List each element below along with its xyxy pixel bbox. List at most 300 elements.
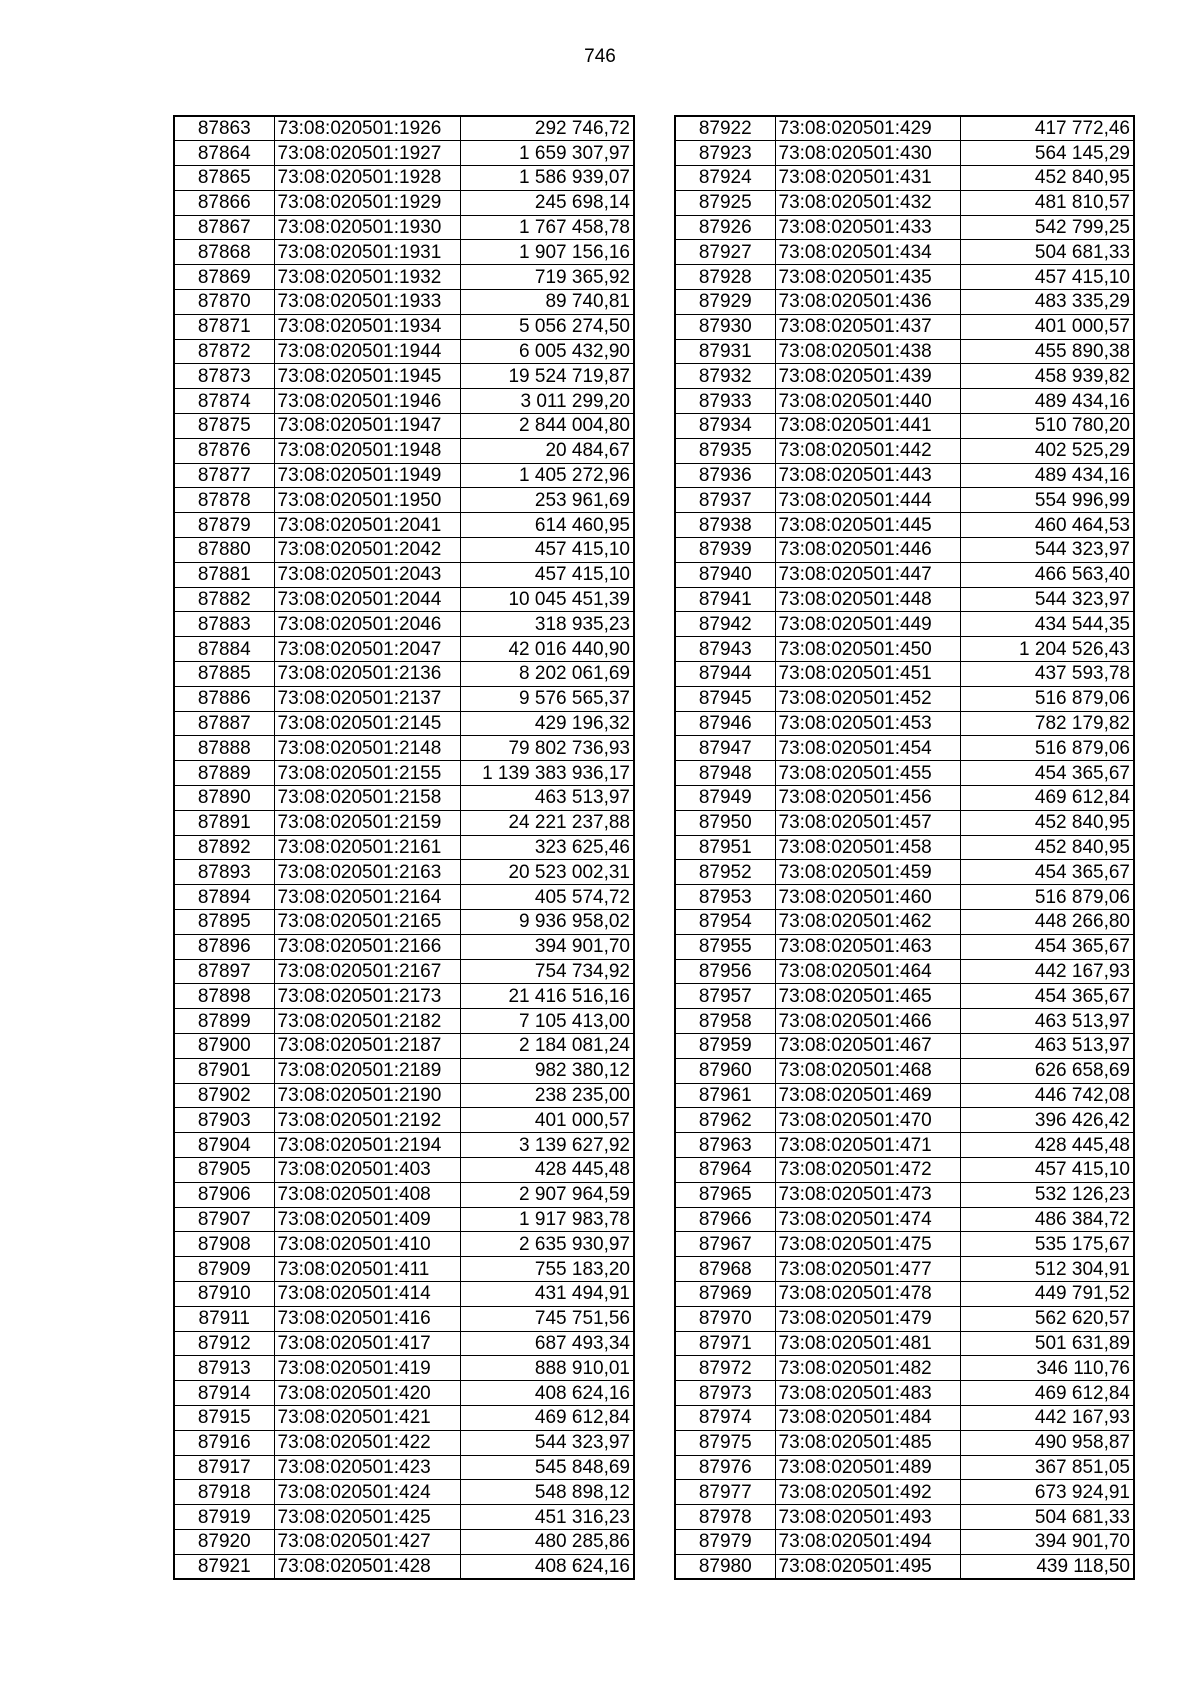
row-number: 87974 [675, 1405, 775, 1430]
cadastral-number: 73:08:020501:483 [775, 1381, 960, 1406]
cadastral-value: 504 681,33 [960, 1505, 1134, 1530]
cadastral-value: 452 840,95 [960, 835, 1134, 860]
row-number: 87933 [675, 389, 775, 414]
row-number: 87978 [675, 1505, 775, 1530]
table-row [174, 1108, 634, 1133]
left-table [173, 115, 635, 1580]
cadastral-value: 451 316,23 [460, 1505, 634, 1530]
cadastral-value: 402 525,29 [960, 438, 1134, 463]
row-number: 87977 [675, 1480, 775, 1505]
table-row [675, 885, 1134, 910]
cadastral-number: 73:08:020501:416 [274, 1306, 460, 1331]
table-row [675, 934, 1134, 959]
cadastral-number: 73:08:020501:437 [775, 314, 960, 339]
cadastral-value: 457 415,10 [960, 1157, 1134, 1182]
cadastral-number: 73:08:020501:2047 [274, 637, 460, 662]
cadastral-value: 1 586 939,07 [460, 166, 634, 191]
row-number: 87889 [174, 761, 274, 786]
cadastral-value: 452 840,95 [960, 810, 1134, 835]
cadastral-value: 405 574,72 [460, 885, 634, 910]
table-row [675, 1381, 1134, 1406]
cadastral-number: 73:08:020501:2041 [274, 513, 460, 538]
table-row [675, 1207, 1134, 1232]
table-row [675, 1554, 1134, 1579]
cadastral-number: 73:08:020501:430 [775, 141, 960, 166]
cadastral-number: 73:08:020501:441 [775, 414, 960, 439]
cadastral-number: 73:08:020501:443 [775, 463, 960, 488]
cadastral-value: 6 005 432,90 [460, 339, 634, 364]
cadastral-value: 489 434,16 [960, 389, 1134, 414]
row-number: 87906 [174, 1182, 274, 1207]
table-row [174, 885, 634, 910]
row-number: 87903 [174, 1108, 274, 1133]
cadastral-value: 544 323,97 [460, 1430, 634, 1455]
cadastral-number: 73:08:020501:2194 [274, 1133, 460, 1158]
cadastral-value: 20 484,67 [460, 438, 634, 463]
row-number: 87979 [675, 1529, 775, 1554]
cadastral-value: 292 746,72 [460, 116, 634, 141]
cadastral-number: 73:08:020501:1931 [274, 240, 460, 265]
cadastral-number: 73:08:020501:1948 [274, 438, 460, 463]
cadastral-number: 73:08:020501:410 [274, 1232, 460, 1257]
row-number: 87957 [675, 984, 775, 1009]
cadastral-number: 73:08:020501:433 [775, 215, 960, 240]
table-row [675, 1480, 1134, 1505]
table-row [174, 314, 634, 339]
table-row [174, 612, 634, 637]
row-number: 87885 [174, 662, 274, 687]
cadastral-value: 2 844 004,80 [460, 414, 634, 439]
cadastral-value: 754 734,92 [460, 959, 634, 984]
cadastral-value: 428 445,48 [460, 1157, 634, 1182]
cadastral-value: 532 126,23 [960, 1182, 1134, 1207]
cadastral-number: 73:08:020501:429 [775, 116, 960, 141]
cadastral-value: 719 365,92 [460, 265, 634, 290]
cadastral-value: 454 365,67 [960, 984, 1134, 1009]
row-number: 87878 [174, 488, 274, 513]
cadastral-number: 73:08:020501:1932 [274, 265, 460, 290]
table-row [174, 786, 634, 811]
cadastral-number: 73:08:020501:2046 [274, 612, 460, 637]
cadastral-value: 501 631,89 [960, 1331, 1134, 1356]
cadastral-value: 548 898,12 [460, 1480, 634, 1505]
cadastral-number: 73:08:020501:447 [775, 562, 960, 587]
cadastral-value: 238 235,00 [460, 1083, 634, 1108]
cadastral-number: 73:08:020501:1934 [274, 314, 460, 339]
cadastral-number: 73:08:020501:469 [775, 1083, 960, 1108]
table-row [675, 414, 1134, 439]
cadastral-number: 73:08:020501:449 [775, 612, 960, 637]
cadastral-number: 73:08:020501:444 [775, 488, 960, 513]
cadastral-value: 19 524 719,87 [460, 364, 634, 389]
cadastral-number: 73:08:020501:493 [775, 1505, 960, 1530]
table-row [675, 314, 1134, 339]
row-number: 87964 [675, 1157, 775, 1182]
cadastral-value: 564 145,29 [960, 141, 1134, 166]
row-number: 87930 [675, 314, 775, 339]
table-row [174, 1157, 634, 1182]
row-number: 87879 [174, 513, 274, 538]
cadastral-number: 73:08:020501:2187 [274, 1033, 460, 1058]
table-row [174, 959, 634, 984]
cadastral-number: 73:08:020501:2043 [274, 562, 460, 587]
table-row [174, 290, 634, 315]
cadastral-value: 394 901,70 [960, 1529, 1134, 1554]
table-row [675, 1505, 1134, 1530]
cadastral-number: 73:08:020501:451 [775, 662, 960, 687]
row-number: 87915 [174, 1405, 274, 1430]
table-row [675, 1133, 1134, 1158]
cadastral-number: 73:08:020501:2190 [274, 1083, 460, 1108]
cadastral-number: 73:08:020501:474 [775, 1207, 960, 1232]
cadastral-value: 10 045 451,39 [460, 587, 634, 612]
table-row [675, 1157, 1134, 1182]
cadastral-number: 73:08:020501:2165 [274, 910, 460, 935]
cadastral-value: 545 848,69 [460, 1455, 634, 1480]
row-number: 87907 [174, 1207, 274, 1232]
cadastral-number: 73:08:020501:479 [775, 1306, 960, 1331]
row-number: 87900 [174, 1033, 274, 1058]
cadastral-number: 73:08:020501:408 [274, 1182, 460, 1207]
cadastral-value: 3 011 299,20 [460, 389, 634, 414]
table-row [675, 190, 1134, 215]
row-number: 87918 [174, 1480, 274, 1505]
row-number: 87909 [174, 1257, 274, 1282]
cadastral-value: 982 380,12 [460, 1058, 634, 1083]
table-row [174, 810, 634, 835]
cadastral-value: 458 939,82 [960, 364, 1134, 389]
row-number: 87931 [675, 339, 775, 364]
table-row [675, 538, 1134, 563]
row-number: 87961 [675, 1083, 775, 1108]
cadastral-value: 542 799,25 [960, 215, 1134, 240]
table-row [675, 488, 1134, 513]
cadastral-number: 73:08:020501:481 [775, 1331, 960, 1356]
cadastral-number: 73:08:020501:448 [775, 587, 960, 612]
cadastral-number: 73:08:020501:1945 [274, 364, 460, 389]
cadastral-number: 73:08:020501:455 [775, 761, 960, 786]
cadastral-value: 457 415,10 [460, 562, 634, 587]
row-number: 87917 [174, 1455, 274, 1480]
table-row [675, 290, 1134, 315]
row-number: 87897 [174, 959, 274, 984]
cadastral-number: 73:08:020501:442 [775, 438, 960, 463]
row-number: 87955 [675, 934, 775, 959]
cadastral-value: 8 202 061,69 [460, 662, 634, 687]
cadastral-number: 73:08:020501:417 [274, 1331, 460, 1356]
table-row [675, 662, 1134, 687]
row-number: 87888 [174, 736, 274, 761]
table-row [174, 1058, 634, 1083]
row-number: 87968 [675, 1257, 775, 1282]
cadastral-number: 73:08:020501:2192 [274, 1108, 460, 1133]
row-number: 87908 [174, 1232, 274, 1257]
cadastral-value: 516 879,06 [960, 885, 1134, 910]
cadastral-value: 483 335,29 [960, 290, 1134, 315]
table-row [174, 736, 634, 761]
cadastral-number: 73:08:020501:2137 [274, 686, 460, 711]
table-row [174, 215, 634, 240]
cadastral-number: 73:08:020501:464 [775, 959, 960, 984]
table-row [675, 215, 1134, 240]
cadastral-value: 455 890,38 [960, 339, 1134, 364]
cadastral-number: 73:08:020501:462 [775, 910, 960, 935]
cadastral-number: 73:08:020501:428 [274, 1554, 460, 1579]
cadastral-number: 73:08:020501:1950 [274, 488, 460, 513]
row-number: 87970 [675, 1306, 775, 1331]
cadastral-number: 73:08:020501:2163 [274, 860, 460, 885]
cadastral-number: 73:08:020501:482 [775, 1356, 960, 1381]
row-number: 87914 [174, 1381, 274, 1406]
table-row [675, 761, 1134, 786]
row-number: 87904 [174, 1133, 274, 1158]
cadastral-number: 73:08:020501:458 [775, 835, 960, 860]
table-row [675, 637, 1134, 662]
cadastral-value: 401 000,57 [460, 1108, 634, 1133]
row-number: 87920 [174, 1529, 274, 1554]
table-row [174, 1554, 634, 1579]
table-row [174, 389, 634, 414]
table-row [174, 190, 634, 215]
cadastral-number: 73:08:020501:492 [775, 1480, 960, 1505]
table-row [675, 860, 1134, 885]
cadastral-number: 73:08:020501:2148 [274, 736, 460, 761]
cadastral-value: 5 056 274,50 [460, 314, 634, 339]
cadastral-value: 428 445,48 [960, 1133, 1134, 1158]
table-row [675, 1182, 1134, 1207]
row-number: 87868 [174, 240, 274, 265]
table-row [174, 1455, 634, 1480]
cadastral-number: 73:08:020501:440 [775, 389, 960, 414]
row-number: 87938 [675, 513, 775, 538]
cadastral-number: 73:08:020501:1949 [274, 463, 460, 488]
table-row [174, 414, 634, 439]
row-number: 87972 [675, 1356, 775, 1381]
cadastral-value: 452 840,95 [960, 166, 1134, 191]
row-number: 87923 [675, 141, 775, 166]
cadastral-value: 457 415,10 [960, 265, 1134, 290]
cadastral-value: 7 105 413,00 [460, 1009, 634, 1034]
cadastral-value: 782 179,82 [960, 711, 1134, 736]
table-row [675, 389, 1134, 414]
row-number: 87883 [174, 612, 274, 637]
table-row [174, 265, 634, 290]
table-row [675, 1331, 1134, 1356]
cadastral-value: 755 183,20 [460, 1257, 634, 1282]
row-number: 87890 [174, 786, 274, 811]
cadastral-value: 504 681,33 [960, 240, 1134, 265]
right-table [674, 115, 1135, 1580]
table-row [675, 1430, 1134, 1455]
cadastral-number: 73:08:020501:473 [775, 1182, 960, 1207]
row-number: 87911 [174, 1306, 274, 1331]
table-row [675, 686, 1134, 711]
table-row [174, 1033, 634, 1058]
cadastral-number: 73:08:020501:436 [775, 290, 960, 315]
cadastral-value: 673 924,91 [960, 1480, 1134, 1505]
table-row [675, 1306, 1134, 1331]
table-row [174, 1405, 634, 1430]
cadastral-value: 544 323,97 [960, 587, 1134, 612]
cadastral-value: 408 624,16 [460, 1554, 634, 1579]
cadastral-number: 73:08:020501:463 [775, 934, 960, 959]
row-number: 87948 [675, 761, 775, 786]
row-number: 87953 [675, 885, 775, 910]
cadastral-value: 446 742,08 [960, 1083, 1134, 1108]
cadastral-number: 73:08:020501:425 [274, 1505, 460, 1530]
row-number: 87934 [675, 414, 775, 439]
table-row [675, 141, 1134, 166]
row-number: 87891 [174, 810, 274, 835]
cadastral-number: 73:08:020501:475 [775, 1232, 960, 1257]
table-row [174, 562, 634, 587]
table-row [675, 1033, 1134, 1058]
table-row [174, 538, 634, 563]
cadastral-value: 253 961,69 [460, 488, 634, 513]
table-row [174, 637, 634, 662]
cadastral-number: 73:08:020501:465 [775, 984, 960, 1009]
table-row [675, 1455, 1134, 1480]
cadastral-value: 449 791,52 [960, 1281, 1134, 1306]
row-number: 87965 [675, 1182, 775, 1207]
table-row [174, 587, 634, 612]
row-number: 87873 [174, 364, 274, 389]
cadastral-value: 614 460,95 [460, 513, 634, 538]
table-row [174, 860, 634, 885]
cadastral-value: 469 612,84 [960, 786, 1134, 811]
cadastral-number: 73:08:020501:472 [775, 1157, 960, 1182]
row-number: 87894 [174, 885, 274, 910]
row-number: 87939 [675, 538, 775, 563]
row-number: 87941 [675, 587, 775, 612]
row-number: 87954 [675, 910, 775, 935]
cadastral-number: 73:08:020501:435 [775, 265, 960, 290]
cadastral-value: 318 935,23 [460, 612, 634, 637]
cadastral-value: 2 184 081,24 [460, 1033, 634, 1058]
cadastral-value: 1 405 272,96 [460, 463, 634, 488]
cadastral-value: 745 751,56 [460, 1306, 634, 1331]
cadastral-value: 394 901,70 [460, 934, 634, 959]
table-row [174, 1331, 634, 1356]
cadastral-value: 454 365,67 [960, 934, 1134, 959]
row-number: 87919 [174, 1505, 274, 1530]
cadastral-value: 417 772,46 [960, 116, 1134, 141]
table-row [675, 1232, 1134, 1257]
row-number: 87959 [675, 1033, 775, 1058]
cadastral-number: 73:08:020501:1933 [274, 290, 460, 315]
cadastral-number: 73:08:020501:431 [775, 166, 960, 191]
cadastral-value: 535 175,67 [960, 1232, 1134, 1257]
table-row [675, 339, 1134, 364]
cadastral-number: 73:08:020501:2189 [274, 1058, 460, 1083]
row-number: 87956 [675, 959, 775, 984]
cadastral-number: 73:08:020501:411 [274, 1257, 460, 1282]
table-row [675, 1257, 1134, 1282]
row-number: 87899 [174, 1009, 274, 1034]
cadastral-number: 73:08:020501:423 [274, 1455, 460, 1480]
table-row [675, 364, 1134, 389]
row-number: 87874 [174, 389, 274, 414]
cadastral-value: 346 110,76 [960, 1356, 1134, 1381]
cadastral-number: 73:08:020501:471 [775, 1133, 960, 1158]
row-number: 87946 [675, 711, 775, 736]
cadastral-value: 463 513,97 [460, 786, 634, 811]
table-row [675, 166, 1134, 191]
table-row [675, 116, 1134, 141]
table-row [675, 959, 1134, 984]
table-row [675, 463, 1134, 488]
cadastral-number: 73:08:020501:1946 [274, 389, 460, 414]
page-number: 746 [584, 46, 616, 67]
table-row [675, 562, 1134, 587]
table-row [174, 116, 634, 141]
cadastral-number: 73:08:020501:422 [274, 1430, 460, 1455]
cadastral-number: 73:08:020501:1928 [274, 166, 460, 191]
table-row [174, 339, 634, 364]
table-row [174, 1505, 634, 1530]
table-row [675, 1356, 1134, 1381]
cadastral-number: 73:08:020501:460 [775, 885, 960, 910]
row-number: 87963 [675, 1133, 775, 1158]
row-number: 87893 [174, 860, 274, 885]
table-row [675, 736, 1134, 761]
row-number: 87867 [174, 215, 274, 240]
row-number: 87876 [174, 438, 274, 463]
cadastral-value: 448 266,80 [960, 910, 1134, 935]
cadastral-value: 79 802 736,93 [460, 736, 634, 761]
cadastral-number: 73:08:020501:2042 [274, 538, 460, 563]
cadastral-number: 73:08:020501:439 [775, 364, 960, 389]
row-number: 87895 [174, 910, 274, 935]
row-number: 87901 [174, 1058, 274, 1083]
row-number: 87916 [174, 1430, 274, 1455]
cadastral-number: 73:08:020501:446 [775, 538, 960, 563]
cadastral-number: 73:08:020501:420 [274, 1381, 460, 1406]
table-row [174, 488, 634, 513]
row-number: 87975 [675, 1430, 775, 1455]
cadastral-value: 460 464,53 [960, 513, 1134, 538]
row-number: 87940 [675, 562, 775, 587]
table-row [174, 166, 634, 191]
row-number: 87902 [174, 1083, 274, 1108]
row-number: 87932 [675, 364, 775, 389]
cadastral-number: 73:08:020501:477 [775, 1257, 960, 1282]
row-number: 87924 [675, 166, 775, 191]
cadastral-value: 489 434,16 [960, 463, 1134, 488]
cadastral-number: 73:08:020501:2158 [274, 786, 460, 811]
cadastral-number: 73:08:020501:467 [775, 1033, 960, 1058]
table-row [174, 1257, 634, 1282]
table-row [174, 1356, 634, 1381]
table-row [174, 1232, 634, 1257]
row-number: 87926 [675, 215, 775, 240]
cadastral-number: 73:08:020501:2167 [274, 959, 460, 984]
row-number: 87882 [174, 587, 274, 612]
cadastral-value: 562 620,57 [960, 1306, 1134, 1331]
cadastral-value: 1 907 156,16 [460, 240, 634, 265]
cadastral-number: 73:08:020501:434 [775, 240, 960, 265]
cadastral-value: 437 593,78 [960, 662, 1134, 687]
table-row [675, 835, 1134, 860]
cadastral-number: 73:08:020501:478 [775, 1281, 960, 1306]
table-row [174, 1009, 634, 1034]
row-number: 87866 [174, 190, 274, 215]
cadastral-value: 42 016 440,90 [460, 637, 634, 662]
row-number: 87871 [174, 314, 274, 339]
row-number: 87942 [675, 612, 775, 637]
cadastral-number: 73:08:020501:470 [775, 1108, 960, 1133]
table-row [174, 934, 634, 959]
